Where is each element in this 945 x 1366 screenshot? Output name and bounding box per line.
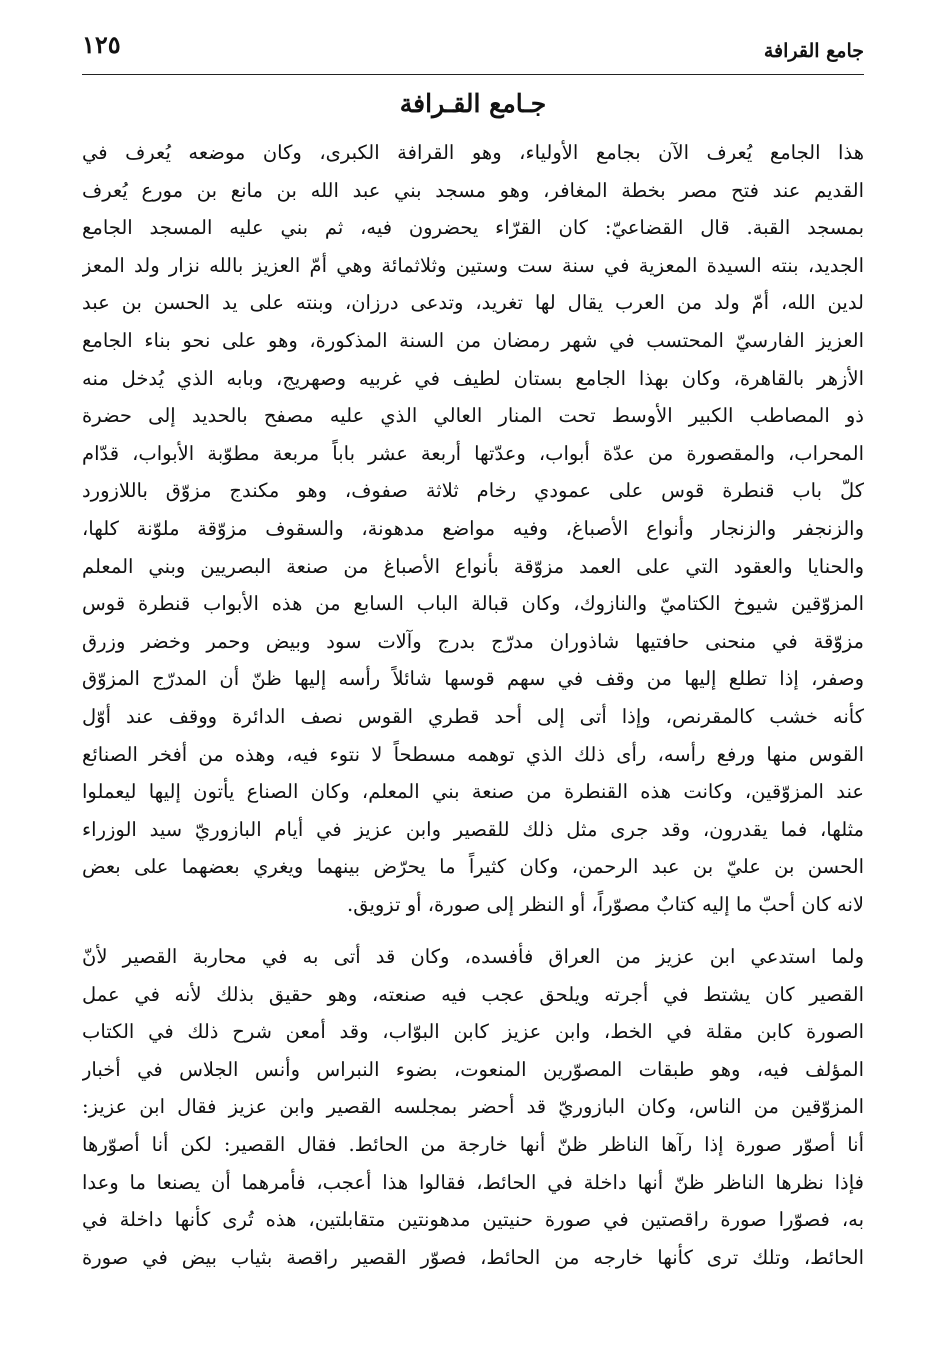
text-line: كأنه خشب كالمقرنص، وإذا أتى إلى أحد قطري القوس نصف الدائرة ووقف عند أوّل	[82, 704, 864, 728]
text-line: لدين الله، أمّ ولد من العرب يقال لها تغريد، وتدعى درزان، وبنته على يد الحسن بن عبد	[82, 291, 864, 315]
text-line: بمسجد القبة. قال القضاعيّ: كان القرّاء يحضرون فيه، ثم بني عليه المسجد الجامع	[82, 216, 864, 240]
text-line: المحراب، والمقصورة من عدّة أبواب، وعدّتها أربعة عشر باباً مربعة مطوّبة الأبواب، قدّام	[82, 441, 864, 465]
text-line: العزيز الفارسيّ المحتسب في شهر رمضان من السنة المذكورة، وهو على نحو بناء الجامع	[82, 328, 864, 352]
text-line: مثلها، فما يقدرون، وقد جرى مثل ذلك للقصير وابن عزيز في أيام البازوريّ سيد الوزراء	[82, 817, 864, 841]
text-line: المزوّقين شيوخ الكتاميّ والنازوك، وكان قبالة الباب السابع من هذه الأبواب قنطرة قوس	[82, 592, 864, 616]
running-title: جامع القرافة	[763, 40, 864, 62]
text-line: أنا أصوّر صورة إذا رآها الناظر ظنّ أنها خارجة من الحائط. فقال القصير: لكن أنا أصوّرها	[82, 1132, 864, 1156]
page-number: ١٢٥	[82, 30, 121, 59]
text-line: الصورة كابن مقلة في الخط، وابن عزيز كابن البوّاب، وقد أمعن شرح ذلك في الكتاب	[82, 1020, 864, 1044]
text-line: فإذا نظرها الناظر ظنّ أنها داخلة في الحائط، فقالوا هذا أعجب، فأمرهما أن يصنعا ما وعدا	[82, 1170, 864, 1194]
text-line: القوس منها ورفع رأسه، رأى ذلك الذي توهمه مسطحاً لا نتوء فيه، وهذه من أفخر الصنائع	[82, 742, 864, 766]
text-line: الحسن بن عليّ بن عبد الرحمن، وكان كثيراً ما يحرّض بينهما ويغري بعضهما على بعض	[82, 855, 864, 879]
book-page	[82, 28, 864, 1348]
running-header	[82, 28, 864, 75]
text-line: القصير كان يشتط في أجرته ويلحق عجب فيه صنعته، وهو حقيق بذلك لأنه في عمل	[82, 982, 864, 1006]
text-line: ذو المصاطب الكبير الأوسط تحت المنار العالي الذي عليه مصفح بالحديد إلى حضرة	[82, 404, 864, 428]
text-line: القديم عند فتح مصر بخطة المغافر، وهو مسجد بني عبد الله بن مانع بن مورع يُعرف	[82, 178, 864, 202]
text-line: الجديد، بنته السيدة المعزية في سنة ست وستين وثلاثمائة وهي أمّ العزيز بالله نزار ولد المعز	[82, 253, 864, 277]
text-line: ولما استدعي ابن عزيز من العراق فأفسده، وكان قد أتى به في محاربة القصير لأنّ	[82, 945, 864, 968]
text-line: كلّ باب قنطرة قوس على عمودي رخام ثلاثة صفوف، وهو مكندج مزوّق باللازورد	[82, 479, 864, 503]
text-line: والزنجفر والزنجار وأنواع الأصباغ، وفيه مواضع مدهونة، والسقوف مزوّقة ملوّنة كلها،	[82, 516, 864, 540]
text-line: عند المزوّقين، وكانت هذه القنطرة من صنعة بني المعلم، وكان الصناع يأتون إليها ليعملوا	[82, 780, 864, 804]
chapter-title: جـامع القـرافة	[399, 89, 547, 118]
paragraph-2	[82, 938, 864, 1314]
text-line: لانه كان أحبّ ما إليه كتابٌ مصوّراً، أو النظر إلى صورة، أو تزويق.	[347, 892, 864, 916]
text-line: وصفر، إذا تطلع إليها من وقف في سهم قوسها شائلاً رأسه إليها ظنّ أن المدرّج المزوّق	[82, 667, 864, 691]
text-line: به، فصوّرا صورة راقصتين في صورة حنيتين مدهونتين متقابلتين، هذه تُرى كأنها داخلة في	[82, 1208, 864, 1232]
text-line: الأزهر بالقاهرة، وكان بهذا الجامع بستان لطيف في غربيه وصهريج، وبابه الذي يُدخل منه	[82, 366, 864, 390]
text-line: هذا الجامع يُعرف الآن بجامع الأولياء، وهو القرافة الكبرى، وكان موضعه يُعرف في	[82, 141, 864, 164]
text-line: المؤلف فيه، وهو طبقات المصوّرين المنعوت، بضوء النبراس وأنس الجلاس في أخبار	[82, 1057, 864, 1081]
text-line: مزوّقة في منحنى حافتيها شاذوران مدرّج بدرج وآلات سود وبيض وحمر وخضر وزرق	[82, 629, 864, 653]
text-line: المزوّقين من الناس، وكان البازوريّ قد أحضر بمجلسه القصير وابن عزيز فقال ابن عزيز:	[82, 1095, 864, 1119]
paragraph-1	[82, 134, 864, 924]
text-line: الحائط، وتلك ترى كأنها خارجه من الحائط، فصوّر القصير راقصة بثياب بيض في صورة	[82, 1245, 864, 1269]
text-line: والحنايا والعقود التي على العمد مزوّقة بأنواع الأصباغ من صنعة البصريين وبني المعلم	[82, 554, 864, 578]
